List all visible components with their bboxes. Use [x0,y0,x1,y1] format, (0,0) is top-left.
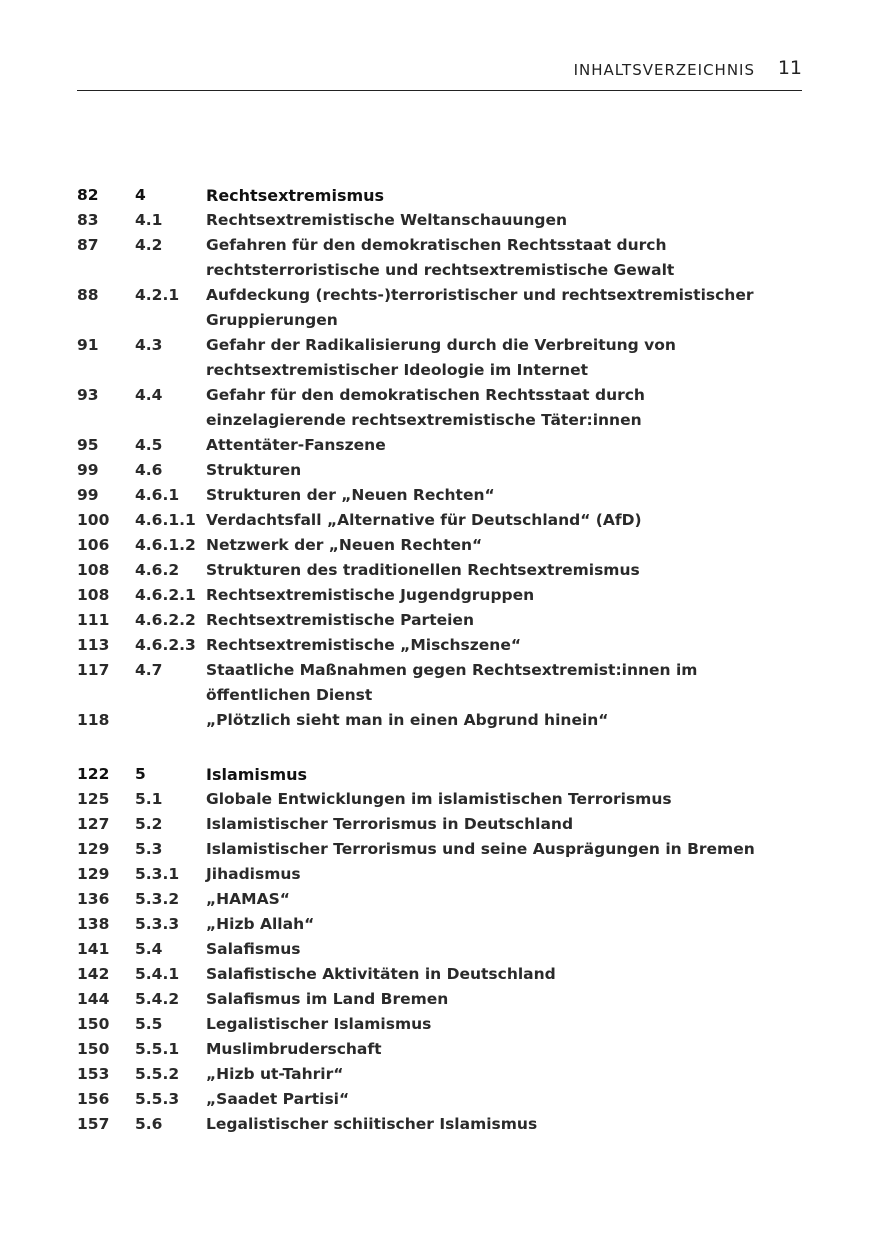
toc-section-number: 5 [135,765,146,783]
page-number: 11 [777,57,802,79]
toc-section [77,762,802,1137]
toc-page-number: 142 [77,965,110,983]
toc-page-number: 93 [77,386,99,404]
toc-entry-title: Staatliche Maßnahmen gegen Rechtsextremist:innen im öffentlichen Dienst [206,661,698,704]
toc-page-number: 108 [77,586,110,604]
toc-section-number: 5.4 [135,940,163,958]
toc-page-number: 91 [77,336,99,354]
toc-section-number: 4.5 [135,436,163,454]
toc-entry [77,812,802,837]
toc-entry-title: Muslimbruderschaft [206,1040,382,1058]
toc-entry [77,583,802,608]
toc-page-number: 87 [77,236,99,254]
toc-entry-title: Verdachtsfall „Alternative für Deutschland“ (AfD) [206,511,642,529]
toc-section-number: 5.3.2 [135,890,180,908]
toc-entry-title: „Plötzlich sieht man in einen Abgrund hinein“ [206,711,609,729]
toc-entry-title: „Saadet Partisi“ [206,1090,350,1108]
toc-entry [77,508,802,533]
toc-section-number: 4.6.1.2 [135,536,196,554]
toc-page-number: 129 [77,840,110,858]
toc-entry [77,208,802,233]
toc-entry-title: Rechtsextremistische Weltanschauungen [206,211,568,229]
toc-section-number: 4.6.2.3 [135,636,196,654]
toc-section-number: 5.3 [135,840,163,858]
toc-entry-title: Attentäter-Fanszene [206,436,386,454]
toc-page-number: 138 [77,915,110,933]
toc-chapter-heading [77,762,802,787]
toc-entry [77,458,802,483]
toc-page-number: 113 [77,636,110,654]
toc-page-number: 117 [77,661,110,679]
toc-entry-title: Rechtsextremistische „Mischszene“ [206,636,522,654]
toc-page-number: 157 [77,1115,110,1133]
toc-section-number: 4.7 [135,661,163,679]
toc-section-number: 4.2.1 [135,286,180,304]
toc-entry-title: Gefahren für den demokratischen Rechtsstaat durch rechtsterroristische und rechtsextremistische Gewalt [206,236,675,279]
toc-section-number: 4.6.2 [135,561,180,579]
toc-entry-title: „HAMAS“ [206,890,290,908]
running-header [77,56,802,91]
toc-page-number: 106 [77,536,110,554]
toc-entry [77,483,802,508]
toc-entry-title: Jihadismus [206,865,301,883]
toc-entry [77,1112,802,1137]
toc-entry-title: Islamistischer Terrorismus und seine Ausprägungen in Bremen [206,840,755,858]
toc-entry-title: „Hizb Allah“ [206,915,315,933]
toc-entry-title: Globale Entwicklungen im islamistischen Terrorismus [206,790,672,808]
toc-page-number: 95 [77,436,99,454]
toc-section-number: 4.6.1 [135,486,180,504]
toc-section-number: 4.6.2.2 [135,611,196,629]
toc-section-number: 4.6 [135,461,163,479]
toc-section-number: 5.1 [135,790,163,808]
toc-entry-title: Strukturen der „Neuen Rechten“ [206,486,495,504]
toc-section-number: 5.3.3 [135,915,180,933]
toc-section-number: 4.2 [135,236,163,254]
toc-entry [77,383,802,433]
toc-section-number: 4 [135,186,146,204]
toc-entry-title: Netzwerk der „Neuen Rechten“ [206,536,483,554]
toc-page-number: 111 [77,611,110,629]
toc-entry [77,283,802,333]
toc-section-number: 5.5 [135,1015,163,1033]
toc-entry-title: Salafismus im Land Bremen [206,990,449,1008]
toc-entry [77,1012,802,1037]
toc-chapter-heading [77,183,802,208]
toc-section-number: 5.5.1 [135,1040,180,1058]
toc-entry-title: Rechtsextremismus [206,186,385,205]
toc-page-number: 150 [77,1015,110,1033]
toc-page-number: 99 [77,461,99,479]
toc-entry [77,1062,802,1087]
toc-page-number: 100 [77,511,110,529]
toc-page-number: 99 [77,486,99,504]
toc-entry-title: Rechtsextremistische Parteien [206,611,474,629]
toc-page-number: 118 [77,711,110,729]
toc-entry [77,862,802,887]
toc-entry-title: Islamistischer Terrorismus in Deutschland [206,815,574,833]
toc-entry [77,558,802,583]
toc-section-number: 5.4.1 [135,965,180,983]
toc-entry-title: „Hizb ut-Tahrir“ [206,1065,344,1083]
toc-section-number: 4.4 [135,386,163,404]
toc-entry [77,787,802,812]
toc-entry [77,1037,802,1062]
toc-entry-title: Islamismus [206,765,308,784]
toc-entry-title: Salafismus [206,940,301,958]
toc-entry [77,912,802,937]
toc-section [77,183,802,733]
toc-entry-title: Strukturen des traditionellen Rechtsextremismus [206,561,640,579]
toc-entry-title: Gefahr für den demokratischen Rechtsstaat durch einzelagierende rechtsextremistische Täter:innen [206,386,645,429]
toc-page-number: 150 [77,1040,110,1058]
toc-entry [77,887,802,912]
toc-entry [77,233,802,283]
toc-entry-title: Strukturen [206,461,302,479]
toc-page-number: 136 [77,890,110,908]
toc-page-number: 108 [77,561,110,579]
toc-section-number: 5.5.2 [135,1065,180,1083]
running-header-title: INHALTSVERZEICHNIS [573,61,755,79]
toc-section-number: 4.6.1.1 [135,511,196,529]
toc-page-number: 125 [77,790,110,808]
toc-entry-title: Aufdeckung (rechts-)terroristischer und rechtsextremistischer Gruppierungen [206,286,754,329]
toc-page-number: 122 [77,765,110,783]
toc-section-number: 5.2 [135,815,163,833]
toc-entry [77,333,802,383]
toc-entry [77,962,802,987]
toc-entry [77,1087,802,1112]
toc-section-number: 4.6.2.1 [135,586,196,604]
toc-page-number: 153 [77,1065,110,1083]
table-of-contents [77,183,802,1137]
toc-page-number: 88 [77,286,99,304]
toc-entry-title: Rechtsextremistische Jugendgruppen [206,586,535,604]
toc-page-number: 156 [77,1090,110,1108]
toc-page-number: 144 [77,990,110,1008]
toc-section-number: 5.4.2 [135,990,180,1008]
toc-entry [77,633,802,658]
toc-page-number: 141 [77,940,110,958]
toc-page-number: 129 [77,865,110,883]
toc-entry-title: Gefahr der Radikalisierung durch die Verbreitung von rechtsextremistischer Ideologie im Internet [206,336,676,379]
toc-entry [77,533,802,558]
toc-entry [77,837,802,862]
toc-page-number: 82 [77,186,99,204]
toc-section-number: 4.3 [135,336,163,354]
toc-entry [77,658,802,708]
toc-page-number: 83 [77,211,99,229]
toc-entry [77,708,802,733]
toc-entry [77,608,802,633]
toc-section-number: 5.5.3 [135,1090,180,1108]
toc-entry [77,987,802,1012]
toc-page-number: 127 [77,815,110,833]
toc-entry [77,937,802,962]
toc-entry-title: Legalistischer Islamismus [206,1015,432,1033]
toc-entry-title: Legalistischer schiitischer Islamismus [206,1115,538,1133]
toc-section-number: 4.1 [135,211,163,229]
toc-section-number: 5.6 [135,1115,163,1133]
toc-section-number: 5.3.1 [135,865,180,883]
toc-entry-title: Salafistische Aktivitäten in Deutschland [206,965,556,983]
toc-entry [77,433,802,458]
